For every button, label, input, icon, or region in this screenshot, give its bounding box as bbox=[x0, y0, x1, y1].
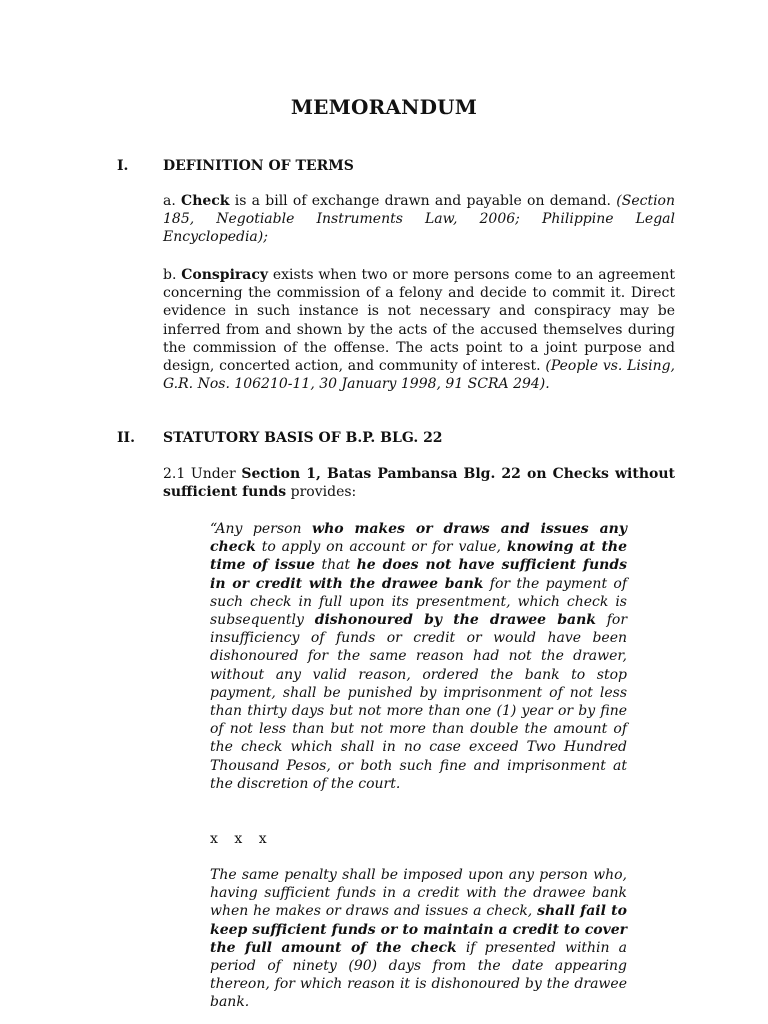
quote1-text-3: that bbox=[321, 557, 351, 574]
conspiracy-citation: (People vs. Lising, G.R. Nos. 106210-11, 30 January 1998, 91 SCRA 294). bbox=[163, 358, 675, 393]
check-definition: is a bill of exchange drawn and payable on demand. bbox=[234, 193, 612, 209]
term-conspiracy: Conspiracy bbox=[181, 267, 269, 283]
item-a-prefix: a. bbox=[163, 193, 176, 209]
section-2-heading bbox=[0, 427, 768, 449]
intro-tail: provides: bbox=[290, 484, 357, 501]
section-2-intro bbox=[163, 465, 675, 501]
section-1-heading bbox=[0, 155, 768, 177]
document-title: MEMORANDUM bbox=[290, 95, 478, 119]
quote1-text-5: for insufficiency of funds or credit or would have been dishonoured for the same reason had not the drawer, without any valid reason, ordered the bank to stop payment, shall be punished by imprisonment of not less than thirty days but not more than one (1) year or by fine of not less than but not more than double the amount of the check which shall in no case exceed Two Hundred Thousand Pesos, or both such fine and imprisonment at the discretion of the court. bbox=[210, 612, 628, 792]
ellipsis-marker: x x x bbox=[210, 831, 273, 847]
section-1-number: I. bbox=[117, 158, 129, 174]
definition-conspiracy bbox=[163, 266, 675, 393]
quote1-bold-2: knowing at the time of issue bbox=[210, 539, 628, 574]
check-citation: (Section 185, Negotiable Instruments Law, 2006; Philippine Legal Encyclopedia); bbox=[163, 193, 675, 246]
quote1-bold-1: who makes or draws and issues any check bbox=[210, 521, 627, 556]
intro-lead: 2.1 Under bbox=[163, 466, 236, 482]
statute-quote-2 bbox=[210, 866, 627, 1012]
quote1-bold-3: he does not have sufficient funds in or credit with the drawee bank bbox=[210, 557, 628, 592]
term-check: Check bbox=[181, 193, 230, 209]
quote1-text-1: “Any person bbox=[210, 521, 302, 537]
quote2-text-1: The same penalty shall be imposed upon any person who, having sufficient funds in a credit with the drawee bank when he makes or draws and issues a check, bbox=[210, 867, 627, 920]
conspiracy-definition: exists when two or more persons come to an agreement concerning the commission of a felony and decide to commit it. Direct evidence in such instance is not necessary and conspiracy may be inferred from and shown by the acts of the accused themselves during the commission of the offense. The acts point to a joint purpose and design, concerted action, and community of interest. bbox=[163, 267, 676, 375]
section-1-title: DEFINITION OF TERMS bbox=[163, 158, 354, 174]
intro-statute: Section 1, Batas Pambansa Blg. 22 on Checks without sufficient funds bbox=[163, 466, 675, 501]
quote2-bold-1: shall fail to keep sufficient funds or to maintain a credit to cover the full amount of the check bbox=[210, 903, 627, 956]
section-2-number: II. bbox=[117, 430, 135, 446]
quote1-bold-4: dishonoured by the drawee bank bbox=[314, 612, 596, 629]
item-b-prefix: b. bbox=[163, 267, 177, 283]
quote2-text-2: if presented within a period of ninety (90) days from the date appearing thereon, for which reason it is dishonoured by the drawee bank. bbox=[210, 939, 627, 1011]
section-2-title: STATUTORY BASIS OF B.P. BLG. 22 bbox=[163, 430, 443, 446]
statute-quote-1 bbox=[210, 520, 627, 793]
definition-check bbox=[163, 192, 675, 247]
quote1-text-4: for the payment of such check in full upon its presentment, which check is subsequently bbox=[210, 575, 627, 629]
quote1-text-2: to apply on account or for value, bbox=[261, 539, 501, 556]
